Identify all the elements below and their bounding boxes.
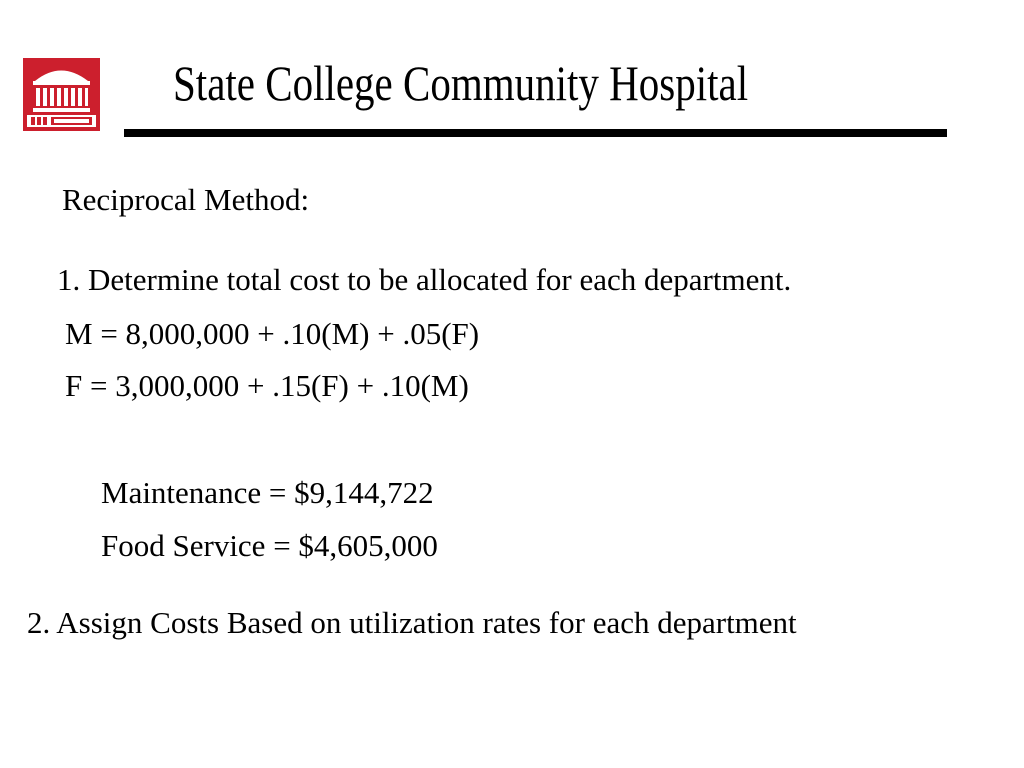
step-2-text: 2. Assign Costs Based on utilization rates for each department xyxy=(27,605,797,640)
slide-title: State College Community Hospital xyxy=(173,55,749,111)
title-underline xyxy=(124,129,947,137)
food-service-result: Food Service = $4,605,000 xyxy=(101,528,438,563)
maintenance-equation: M = 8,000,000 + .10(M) + .05(F) xyxy=(65,316,480,351)
food-service-equation: F = 3,000,000 + .15(F) + .10(M) xyxy=(65,368,469,403)
method-heading: Reciprocal Method: xyxy=(62,182,310,217)
dome-building-icon xyxy=(23,58,100,131)
step-1-text: 1. Determine total cost to be allocated for each department. xyxy=(57,262,792,297)
maintenance-result: Maintenance = $9,144,722 xyxy=(101,475,434,510)
mit-sloan-logo xyxy=(23,58,100,131)
